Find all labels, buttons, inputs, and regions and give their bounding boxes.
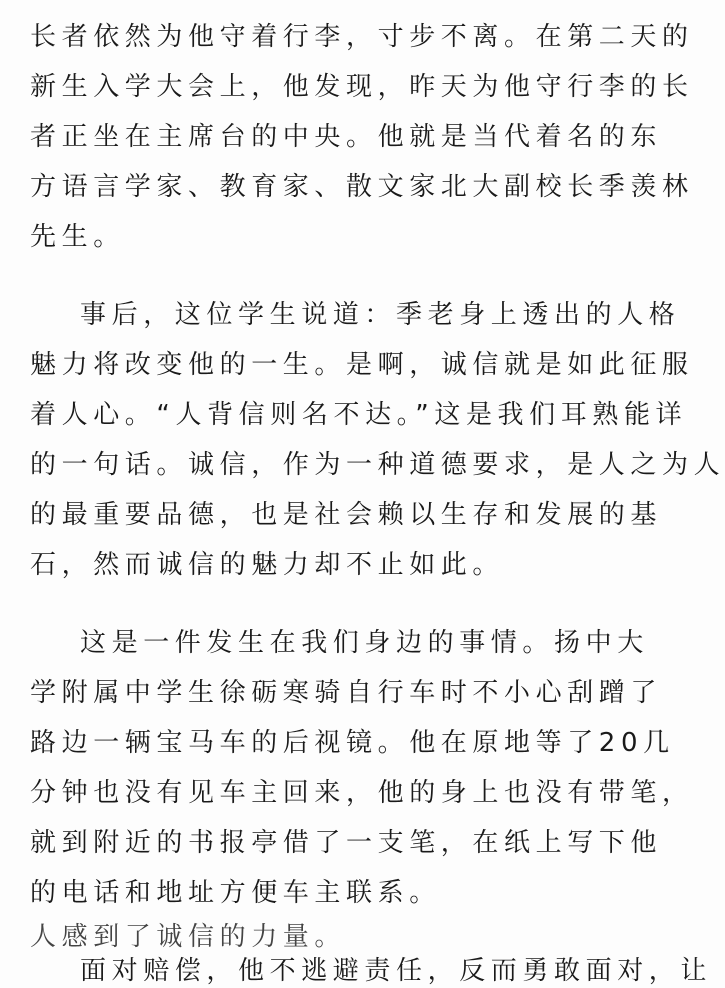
text-line-cutoff: 人感到了诚信的力量。 xyxy=(30,922,347,952)
text-line: 学附属中学生徐砺寒骑自行车时不小心刮蹭了 xyxy=(30,678,663,708)
text-line: 长者依然为他守着行李，寸步不离。在第二天的 xyxy=(30,22,694,52)
text-line: 方语言学家、教育家、散文家北大副校长季羡林 xyxy=(30,172,694,202)
text-line: 石，然而诚信的魅力却不止如此。 xyxy=(30,550,505,580)
text-line: 分钟也没有见车主回来，他的身上也没有带笔， xyxy=(30,778,694,808)
text-line: 的一句话。诚信，作为一种道德要求，是人之为人 xyxy=(30,450,725,480)
text-line: 路边一辆宝马车的后视镜。他在原地等了20几 xyxy=(30,728,675,758)
text-line: 的最重要品德，也是社会赖以生存和发展的基 xyxy=(30,500,663,530)
text-line: 魅力将改变他的一生。是啊，诚信就是如此征服 xyxy=(30,350,694,380)
text-line: 着人心。“人背信则名不达。”这是我们耳熟能详 xyxy=(30,400,688,430)
text-line: 面对赔偿，他不逃避责任，反而勇敢面对，让 xyxy=(80,956,713,986)
text-line: 先生。 xyxy=(30,222,125,252)
cutoff-line-container xyxy=(30,920,618,952)
text-line: 的电话和地址方便车主联系。 xyxy=(30,878,441,908)
text-line: 新生入学大会上，他发现，昨天为他守行李的长 xyxy=(30,72,694,102)
text-line: 这是一件发生在我们身边的事情。扬中大 xyxy=(80,628,649,658)
text-line: 者正坐在主席台的中央。他就是当代着名的东 xyxy=(30,122,663,152)
text-line: 事后，这位学生说道：季老身上透出的人格 xyxy=(80,300,681,330)
text-line: 就到附近的书报亭借了一支笔，在纸上写下他 xyxy=(30,828,663,858)
